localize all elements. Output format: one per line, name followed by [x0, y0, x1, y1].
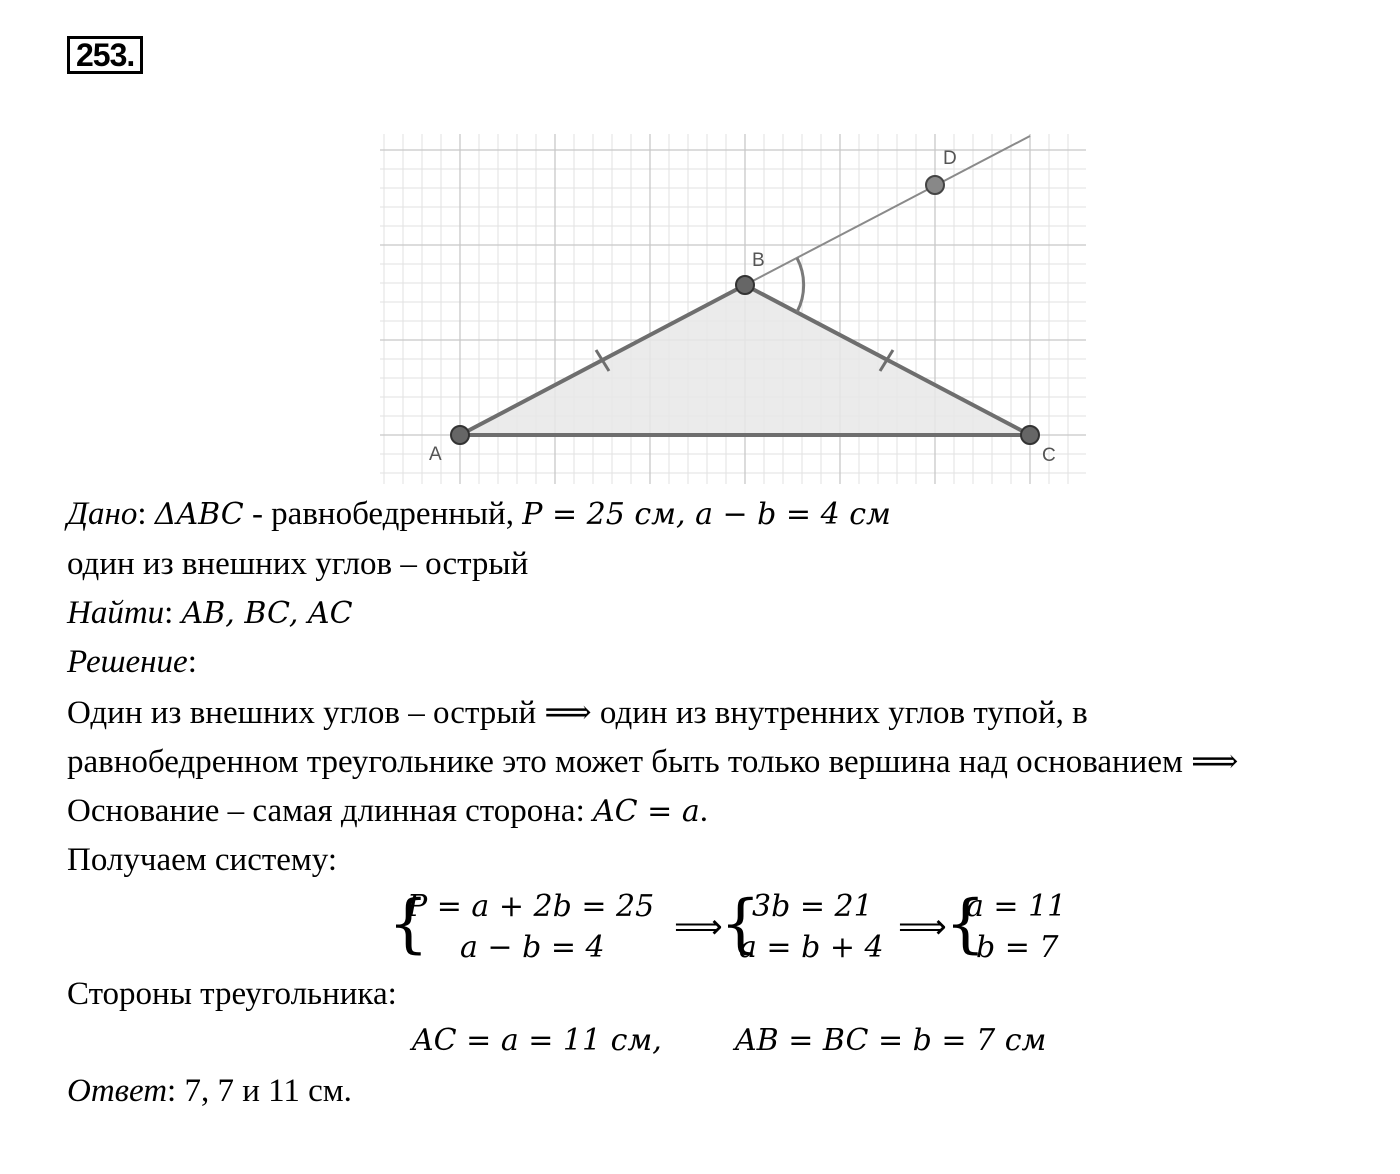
- answer-text: : 7, 7 и 11 см.: [167, 1073, 352, 1109]
- solution-label: Решение: [67, 644, 188, 680]
- problem-number: 253.: [67, 36, 143, 74]
- sys-arrow-1: ⟹: [674, 907, 723, 947]
- sys2-line1: 3b = 21: [752, 889, 873, 924]
- sides-right: AB = BC = b = 7 см: [735, 1023, 1047, 1058]
- point-a: [451, 426, 469, 444]
- text-line-1: Один из внешних углов – острый ⟹ один из внутренних углов тупой, в: [67, 695, 1088, 731]
- point-c: [1021, 426, 1039, 444]
- sys1-line1: P = a + 2b = 25: [407, 889, 655, 924]
- sides-intro: Стороны треугольника:: [67, 976, 397, 1012]
- label-d: D: [943, 148, 957, 169]
- solution-colon: :: [187, 644, 197, 680]
- given-line-2: один из внешних углов – острый: [67, 546, 529, 582]
- sides-left: AC = a = 11 см,: [412, 1023, 662, 1058]
- label-c: C: [1042, 445, 1056, 466]
- angle-arc: [797, 258, 804, 312]
- given-dash-text: - равнобедренный,: [243, 496, 523, 532]
- sys-arrow-2: ⟹: [898, 907, 947, 947]
- label-b: B: [752, 250, 765, 271]
- given-perimeter: P = 25 см, a − b = 4 см: [522, 497, 891, 532]
- find-label: Найти: [67, 595, 165, 631]
- find-line: [67, 593, 353, 634]
- triangle-fill: [460, 285, 1030, 435]
- ray-bd: [745, 136, 1030, 285]
- brace-3: {: [945, 887, 986, 961]
- find-colon: :: [164, 595, 174, 631]
- base-line: [67, 791, 708, 832]
- system-intro: Получаем систему:: [67, 842, 338, 878]
- sys2-line2: a = b + 4: [739, 930, 884, 965]
- point-d: [926, 176, 944, 194]
- sys1-line2: a − b = 4: [460, 930, 605, 965]
- given-colon: :: [137, 496, 147, 532]
- point-b: [736, 276, 754, 294]
- brace-2: {: [720, 887, 761, 961]
- sys3-line2: b = 7: [976, 930, 1059, 965]
- given-line: [67, 494, 891, 535]
- given-triangle: ΔABC: [154, 497, 244, 532]
- answer-label: Ответ: [67, 1073, 168, 1109]
- solution-line: [67, 642, 197, 682]
- given-label: Дано: [67, 496, 138, 532]
- label-a: A: [429, 444, 442, 465]
- answer-line: [67, 1071, 352, 1111]
- text-line-2: равнобедренном треугольнике это может быть только вершина над основанием ⟹: [67, 744, 1239, 780]
- base-math: AC = a: [593, 794, 700, 829]
- find-value: AB, BC, AC: [181, 596, 353, 631]
- brace-1: {: [388, 887, 429, 961]
- base-end: .: [699, 793, 708, 829]
- triangle-figure: [380, 134, 1086, 484]
- base-text: Основание – самая длинная сторона:: [67, 793, 594, 829]
- sys3-line1: a = 11: [966, 889, 1067, 924]
